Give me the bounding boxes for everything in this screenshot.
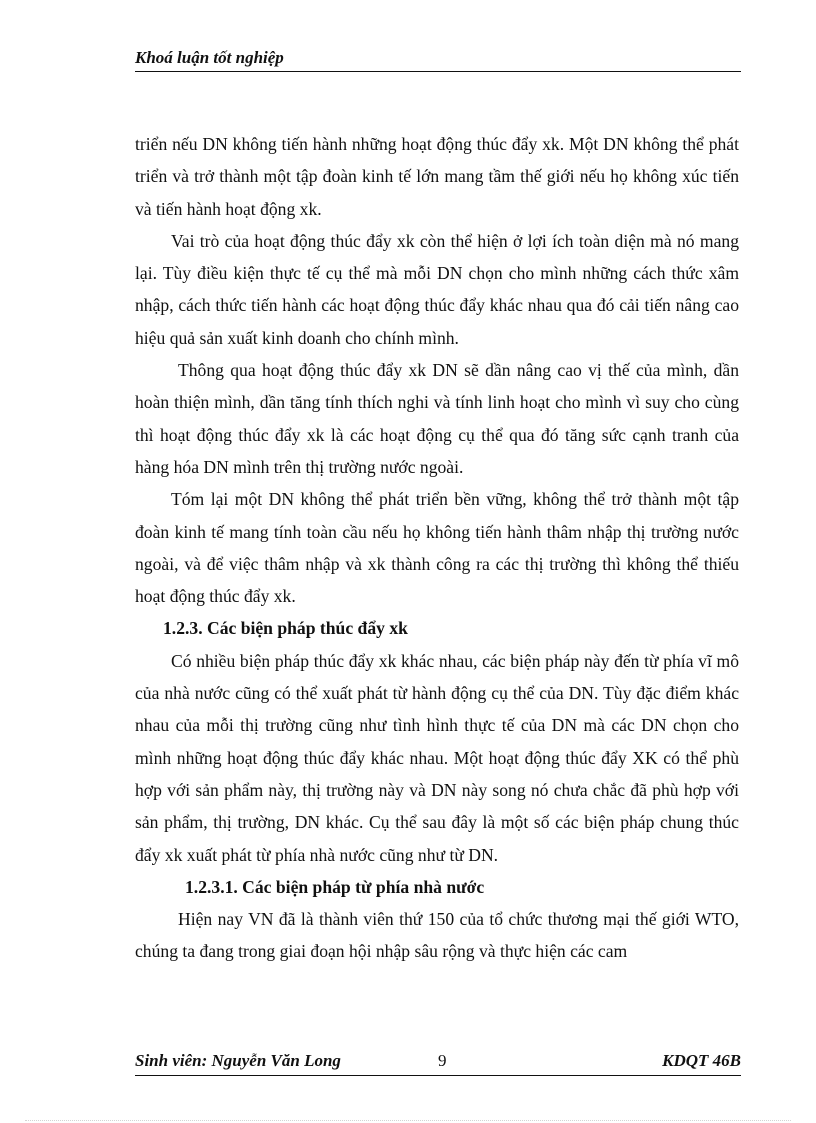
subsection-heading: 1.2.3.1. Các biện pháp từ phía nhà nước [185, 876, 485, 897]
paragraph: Hiện nay VN đã là thành viên thứ 150 của tổ chức thương mại thế giới WTO, chúng ta đang trong giai đoạn hội nhập sâu rộng và thực hiện các cam [135, 909, 739, 962]
student-name: Sinh viên: Nguyễn Văn Long [135, 1051, 341, 1070]
page-edge-divider [25, 1120, 791, 1121]
paragraph: triển nếu DN không tiến hành những hoạt động thúc đẩy xk. Một DN không thể phát triển và trở thành một tập đoàn kinh tế lớn mang tầm thế giới nếu họ không xúc tiến và tiến hành hoạt động xk. [135, 134, 739, 219]
page-body [135, 128, 739, 968]
paragraph: Thông qua hoạt động thúc đẩy xk DN sẽ dần nâng cao vị thế của mình, dần hoàn thiện mình, dần tăng tính thích nghi và tính linh hoạt cho mình vì suy cho cùng thì hoạt động thúc đẩy xk là các hoạt động cụ thể qua đó tăng sức cạnh tranh của hàng hóa DN mình trên thị trường nước ngoài. [135, 360, 739, 477]
class-code: KDQT 46B [662, 1051, 741, 1070]
page-header [135, 48, 741, 72]
section-heading: 1.2.3. Các biện pháp thúc đẩy xk [163, 618, 408, 639]
thesis-title: Khoá luận tốt nghiệp [135, 48, 284, 67]
page-footer [135, 1051, 741, 1076]
paragraph: Có nhiều biện pháp thúc đẩy xk khác nhau, các biện pháp này đến từ phía vĩ mô của nhà nước cũng có thể xuất phát từ hành động cụ thể của DN. Tùy đặc điểm khác nhau của mỗi thị trường cũng như tình hình thực tế của DN mà các DN chọn cho mình những hoạt động thúc đẩy khác nhau. Một hoạt động thúc đẩy XK có thể phù hợp với sản phẩm này, thị trường này và DN này song nó chưa chắc đã phù hợp với sản phẩm, thị trường, DN khác. Cụ thể sau đây là một số các biện pháp chung thúc đẩy xk xuất phát từ phía nhà nước cũng như từ DN. [135, 650, 739, 865]
page-number: 9 [438, 1051, 447, 1070]
paragraph: Tóm lại một DN không thể phát triển bền vững, không thể trở thành một tập đoàn kinh tế mang tính toàn cầu nếu họ không tiến hành thâm nhập thị trường nước ngoài, và để việc thâm nhập và xk thành công ra các thị trường thì không thể thiếu hoạt động thúc đẩy xk. [135, 489, 739, 607]
paragraph: Vai trò của hoạt động thúc đẩy xk còn thể hiện ở lợi ích toàn diện mà nó mang lại. Tùy điều kiện thực tế cụ thể mà mỗi DN chọn cho mình những cách thức xâm nhập, cách thức tiến hành các hoạt động thúc đẩy khác nhau qua đó cải tiến nâng cao hiệu quả sản xuất kinh doanh cho chính mình. [135, 230, 739, 348]
